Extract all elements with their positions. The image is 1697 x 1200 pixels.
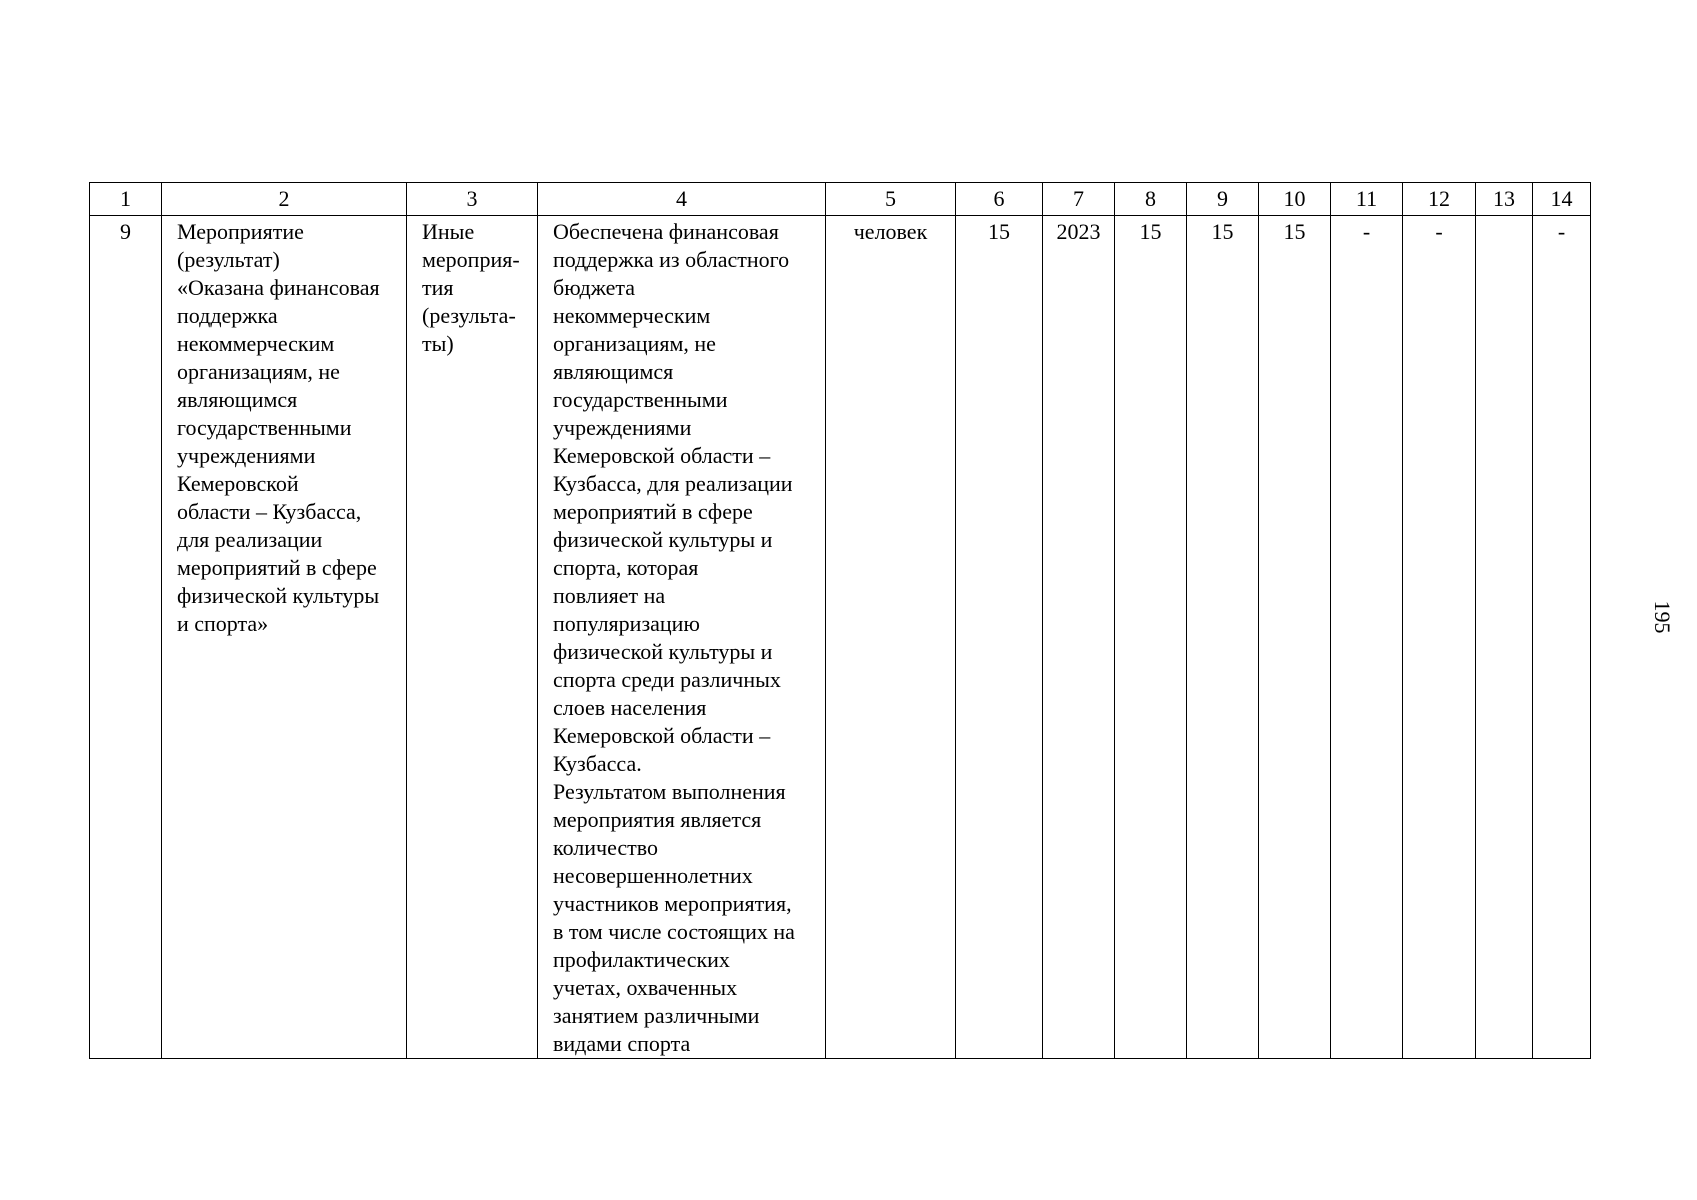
column-number-header: 12 (1403, 183, 1476, 216)
description-text: Обеспечена финансовая поддержка из областного бюджета некоммерческим организациям, не являющимся государственными учреждениями Кемеровской области – Кузбасса, для реализации мероприятий в сфере физической культуры и спорта, которая повлияет на популяризацию физической культуры и спорта среди различных слоев населения Кемеровской области – Кузбасса. Результатом выполнения мероприятия является количество несовершеннолетних участников мероприятия, в том числе состоящих на профилактических учетах, охваченных занятием различными видами спорта (553, 219, 795, 1056)
event-type-text: Иные мероприя- тия (результа- ты) (422, 219, 520, 356)
event-name-cell (162, 216, 407, 1059)
value-cell: 15 (956, 216, 1043, 1059)
column-number-header: 3 (407, 183, 538, 216)
value-cell: - (1533, 216, 1591, 1059)
column-number-header: 10 (1259, 183, 1331, 216)
row-number-cell: 9 (90, 216, 162, 1059)
value-cell: 15 (1115, 216, 1187, 1059)
description-cell (538, 216, 826, 1059)
column-number-header: 14 (1533, 183, 1591, 216)
column-number-header: 4 (538, 183, 826, 216)
page-number: 195 (1650, 600, 1675, 634)
table-row (90, 216, 1591, 1059)
unit-cell: человек (826, 216, 956, 1059)
value-cell: - (1403, 216, 1476, 1059)
indicator-table (89, 182, 1591, 1059)
column-number-header: 6 (956, 183, 1043, 216)
column-number-header: 13 (1476, 183, 1533, 216)
value-cell: 15 (1187, 216, 1259, 1059)
value-cell (1476, 216, 1533, 1059)
column-number-header: 8 (1115, 183, 1187, 216)
value-cell: - (1331, 216, 1403, 1059)
column-number-header: 9 (1187, 183, 1259, 216)
column-number-header: 11 (1331, 183, 1403, 216)
column-number-header: 5 (826, 183, 956, 216)
column-number-header: 2 (162, 183, 407, 216)
event-name-text: Мероприятие (результат) «Оказана финансовая поддержка некоммерческим организациям, не являющимся государственными учреждениями Кемеровской области – Кузбасса, для реализации мероприятий в сфере физической культуры и спорта» (177, 219, 380, 636)
column-number-header: 1 (90, 183, 162, 216)
event-type-cell (407, 216, 538, 1059)
value-cell: 15 (1259, 216, 1331, 1059)
table-header-row (90, 183, 1591, 216)
year-cell: 2023 (1043, 216, 1115, 1059)
column-number-header: 7 (1043, 183, 1115, 216)
